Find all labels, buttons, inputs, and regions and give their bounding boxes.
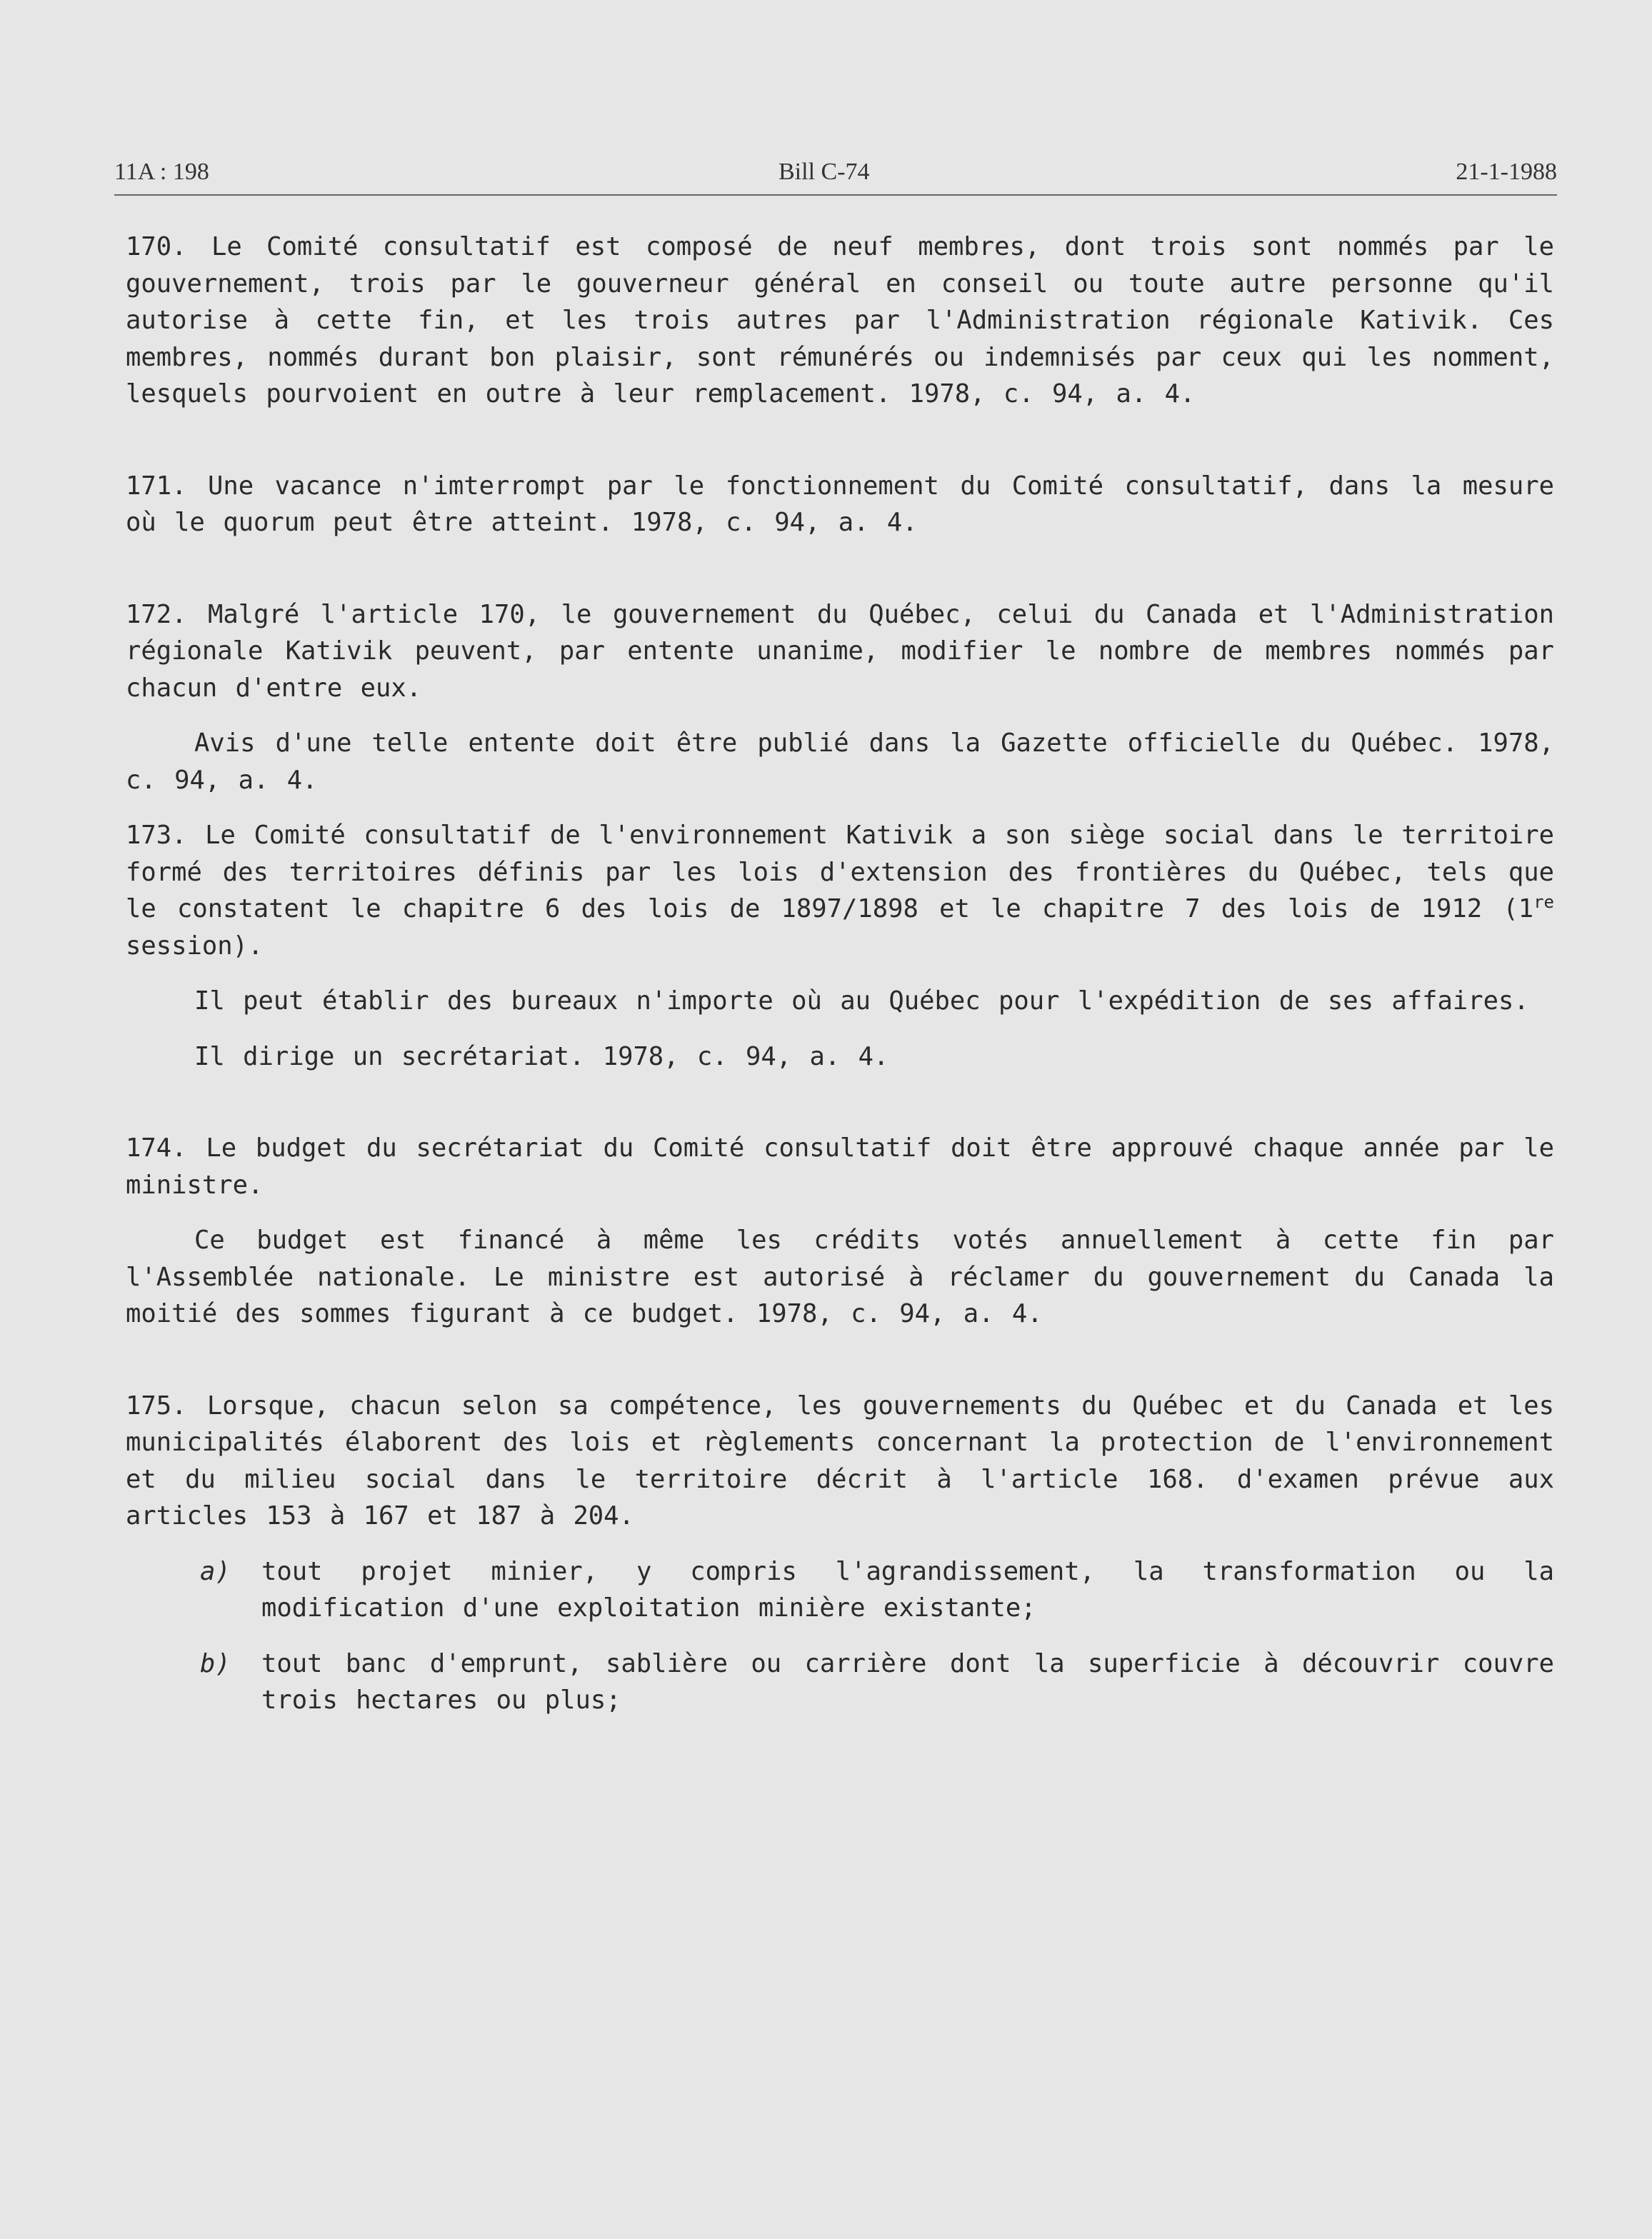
list-item-a xyxy=(126,1553,1554,1627)
page-header xyxy=(114,159,1557,193)
section-173 xyxy=(126,817,1554,964)
list-item-label: a) xyxy=(200,1556,231,1586)
header-date: 21-1-1988 xyxy=(1456,159,1557,185)
header-page-number: 11A : 198 xyxy=(114,159,209,185)
section-174-paragraph-2: Ce budget est financé à même les crédits votés annuellement à cette fin par l'Assemblée nationale. Le ministre est autorisé à réclamer du gouvernement du Canada la moitié des sommes figurant à ce budget. 1978, c. 94, a. 4. xyxy=(126,1226,1554,1328)
section-173-text-end: session). xyxy=(126,931,264,961)
header-bill-title: Bill C-74 xyxy=(779,159,870,185)
list-item-b xyxy=(126,1646,1554,1719)
list-item-text: tout banc d'emprunt, sablière ou carrière dont la superficie à découvrir couvre trois hectares ou plus; xyxy=(261,1648,1554,1715)
list-item-text: tout projet minier, y compris l'agrandissement, la transformation ou la modification d'une exploitation minière existante; xyxy=(261,1556,1554,1623)
document-body xyxy=(126,229,1554,1719)
section-171: 171. Une vacance n'imterrompt par le fonctionnement du Comité consultatif, dans la mesure où le quorum peut être atteint. 1978, c. 94, a. 4. xyxy=(126,471,1554,537)
section-173-paragraph-2: Il peut établir des bureaux n'importe où au Québec pour l'expédition de ses affaires. xyxy=(194,986,1529,1016)
section-175: 175. Lorsque, chacun selon sa compétence, les gouvernements du Québec et du Canada et les municipalités élaborent des lois et règlements concernant la protection de l'environnement et du milieu social dans le territoire décrit à l'article 168. d'examen prévue aux articles 153 à 167 et 187 à 204. xyxy=(126,1391,1554,1531)
header-rule xyxy=(114,194,1557,196)
section-172: 172. Malgré l'article 170, le gouvernement du Québec, celui du Canada et l'Administration régionale Kativik peuvent, par entente unanime, modifier le nombre de membres nommés par chacun d'entre eux. xyxy=(126,599,1554,703)
section-170: 170. Le Comité consultatif est composé de neuf membres, dont trois sont nommés par le gouvernement, trois par le gouverneur général en conseil ou toute autre personne qu'il autorise à cette fin, et les trois autres par l'Administration régionale Kativik. Ces membres, nommés durant bon plaisir, sont rémunérés ou indemnisés par ceux qui les nomment, lesquels pourvoient en outre à leur remplacement. 1978, c. 94, a. 4. xyxy=(126,232,1554,409)
section-173-text: 173. Le Comité consultatif de l'environnement Kativik a son siège social dans le territoire formé des territoires définis par les lois d'extension des frontières du Québec, tels que le constatent le chapitre 6 des lois de 1897/1898 et le chapitre 7 des lois de 1912 (1 xyxy=(126,821,1554,923)
list-item-label: b) xyxy=(200,1648,231,1678)
section-172-paragraph-2: Avis d'une telle entente doit être publié dans la Gazette officielle du Québec. 1978, c. 94, a. 4. xyxy=(126,728,1554,795)
section-174: 174. Le budget du secrétariat du Comité consultatif doit être approuvé chaque année par le ministre. xyxy=(126,1133,1554,1200)
ordinal-superscript: re xyxy=(1533,892,1554,913)
section-173-paragraph-3: Il dirige un secrétariat. 1978, c. 94, a. 4. xyxy=(194,1041,889,1071)
